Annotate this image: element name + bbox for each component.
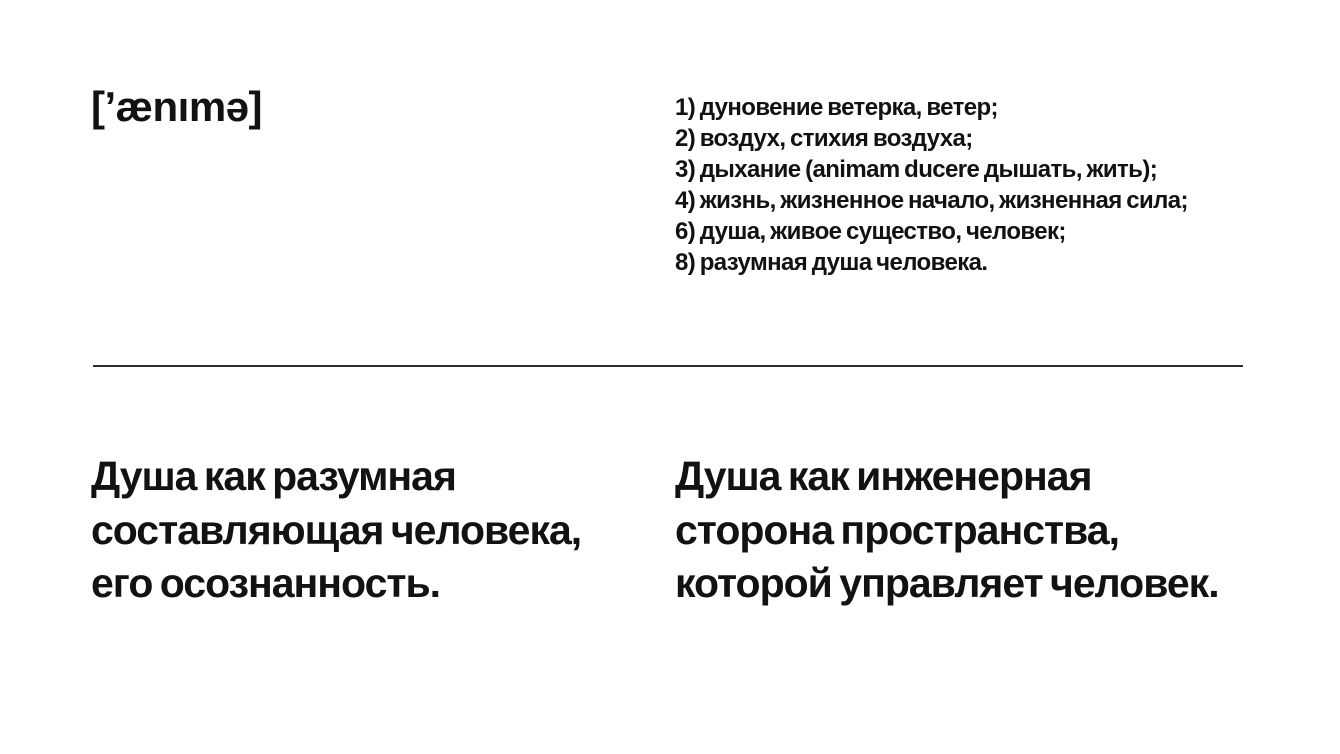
interpretation-right-line-1: Душа как инженерная xyxy=(675,453,1092,499)
interpretation-right xyxy=(675,450,1219,611)
definition-item-2: 2) воздух, стихия воздуха; xyxy=(675,125,973,152)
definition-item-4: 4) жизнь, жизненное начало, жизненная сила; xyxy=(675,187,1188,214)
interpretation-left-line-3: его осознанность. xyxy=(91,560,441,606)
definition-item-3: 3) дыхание (animam ducere дышать, жить); xyxy=(675,156,1158,183)
interpretation-left-line-2: составляющая человека, xyxy=(91,506,582,553)
definition-item-6: 6) душа, живое существо, человек; xyxy=(675,218,1066,245)
horizontal-divider xyxy=(93,365,1243,367)
interpretation-left-line-1: Душа как разумная xyxy=(91,453,456,499)
interpretation-left xyxy=(91,450,581,611)
definitions-list xyxy=(675,92,1188,278)
definition-item-8: 8) разумная душа человека. xyxy=(675,249,988,276)
definition-item-1: 1) дуновение ветерка, ветер; xyxy=(675,94,998,121)
phonetic-transcription: [’ænımə] xyxy=(91,83,263,130)
interpretation-right-line-2: сторона пространства, xyxy=(675,506,1119,553)
interpretation-right-line-3: которой управляет человек. xyxy=(675,560,1219,606)
